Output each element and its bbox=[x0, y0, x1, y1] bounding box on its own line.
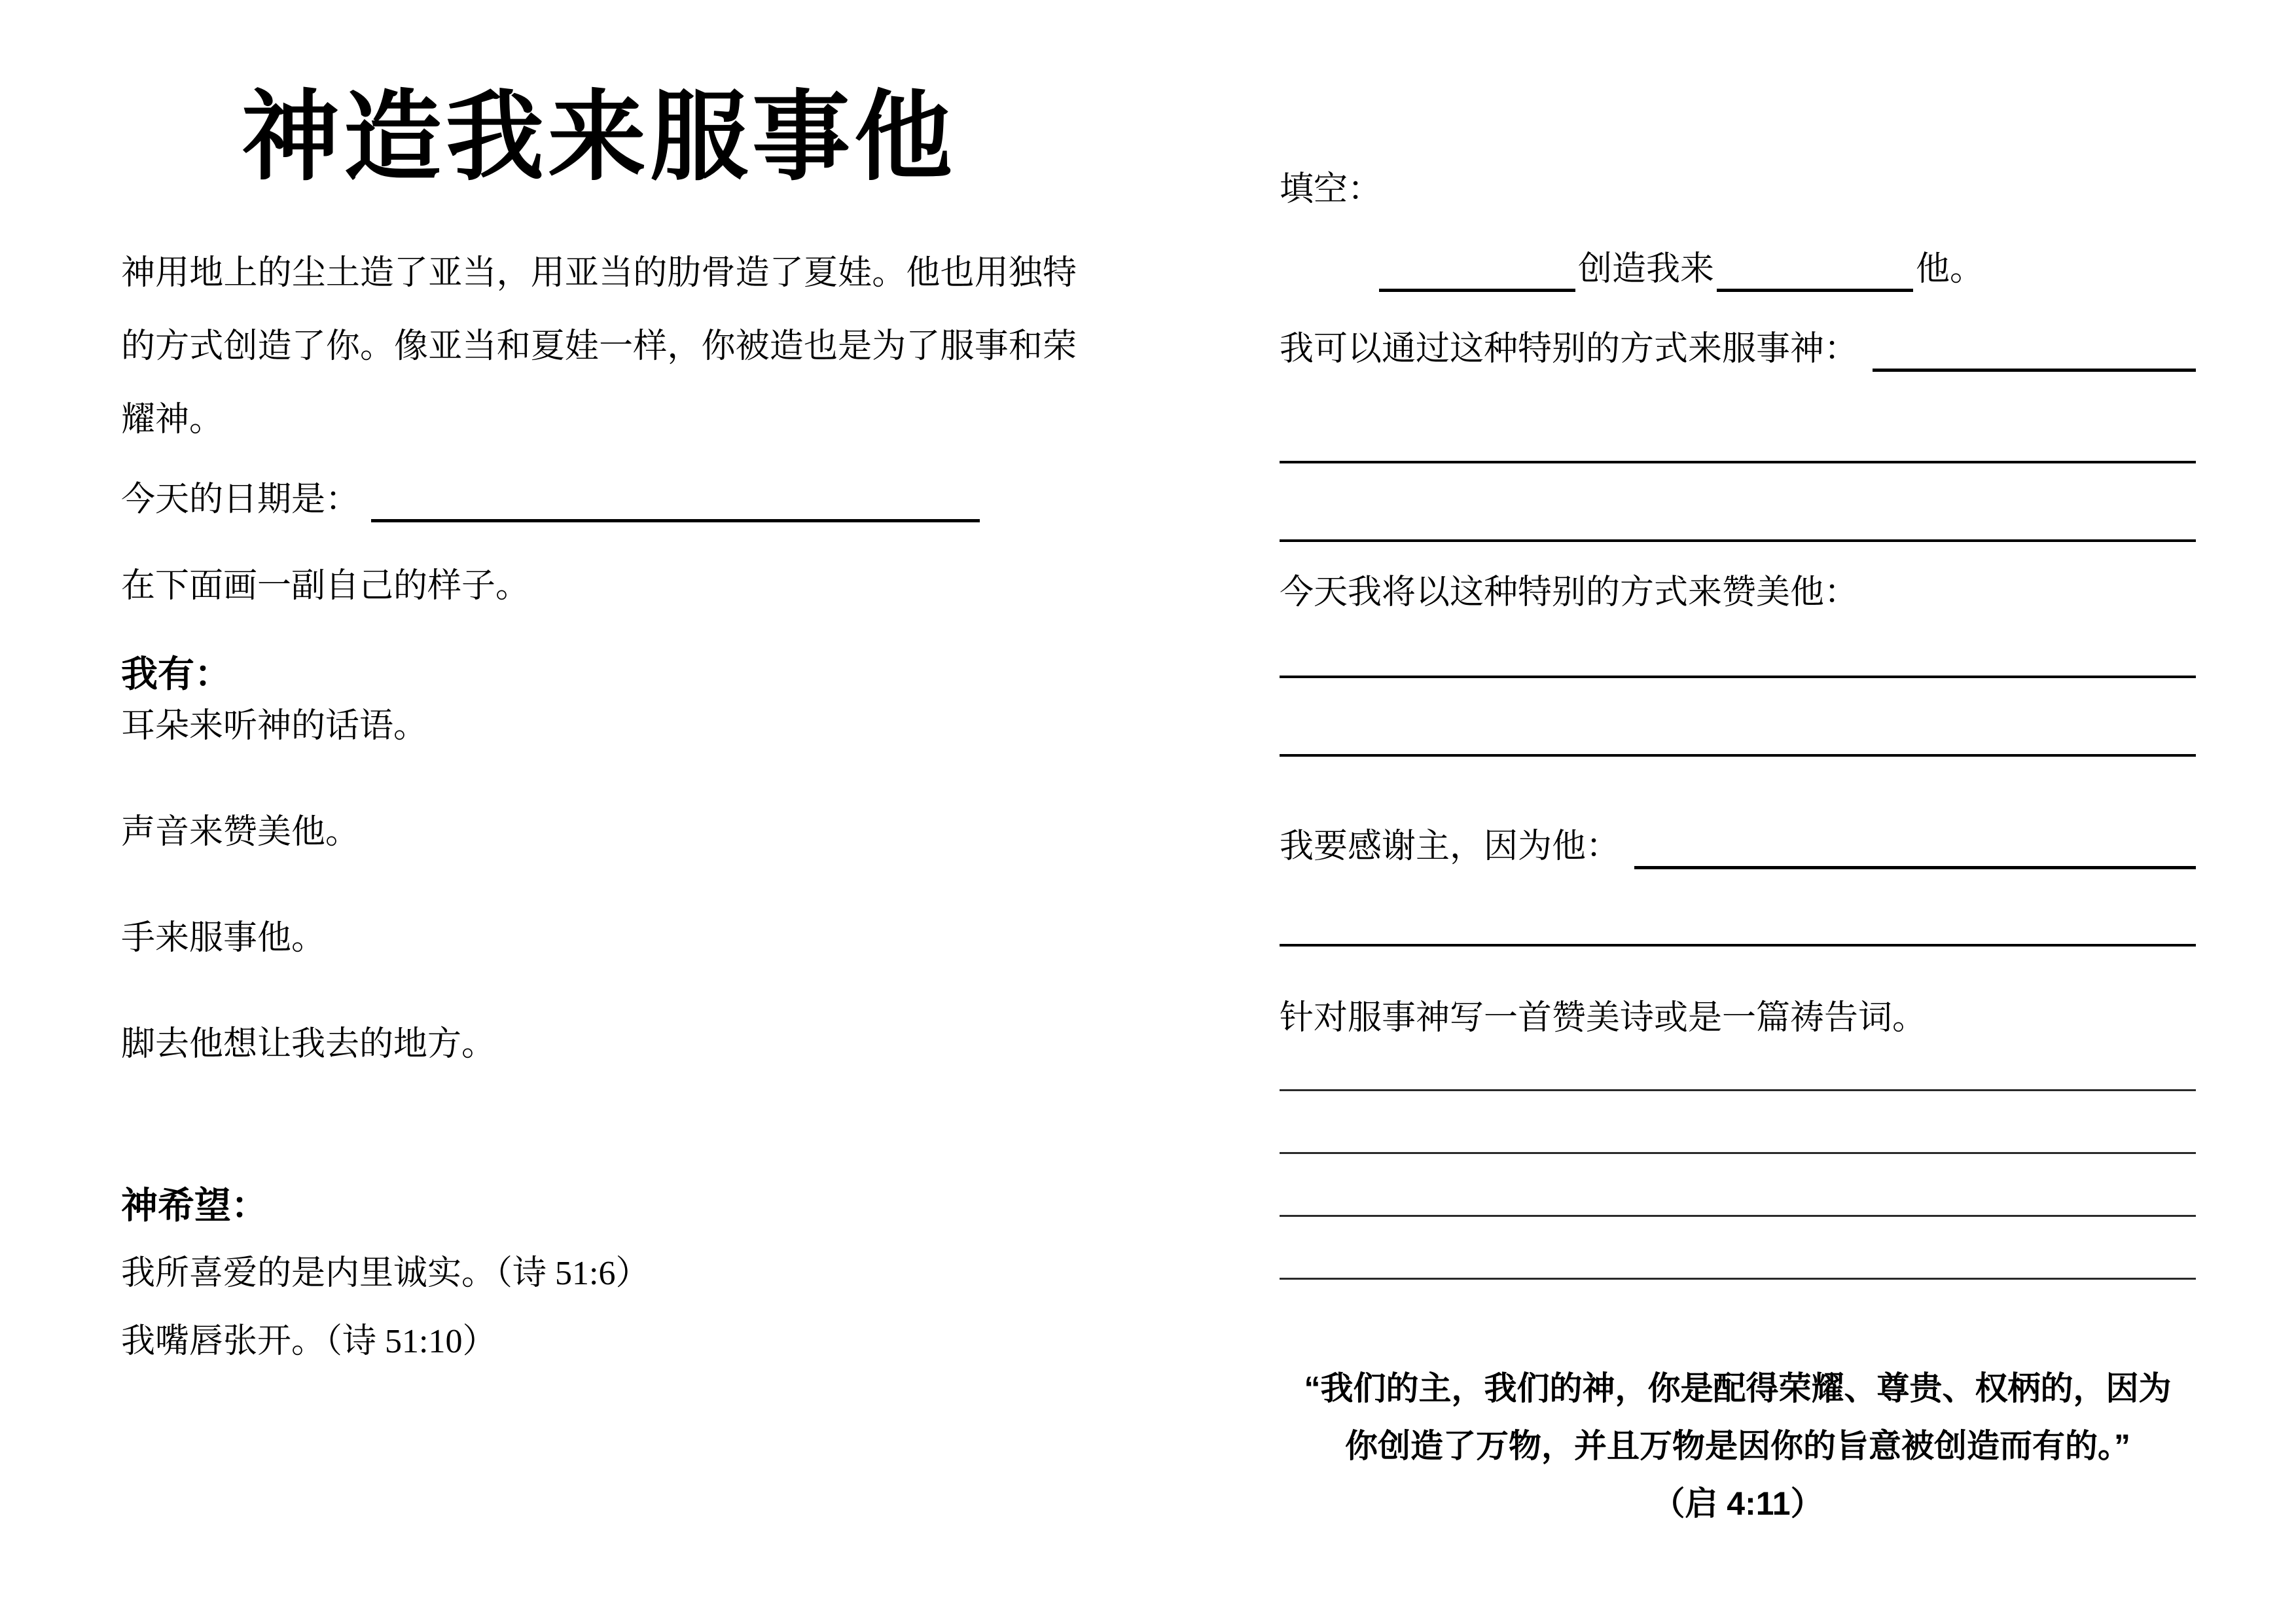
writing-line bbox=[1280, 539, 2196, 542]
left-column bbox=[121, 0, 1077, 1364]
god-hopes-heading: 神希望： bbox=[121, 1184, 268, 1226]
intro-line-1: 神用地上的尘土造了亚当，用亚当的肋骨造了夏娃。他也用独特 bbox=[121, 254, 1077, 292]
date-blank-line bbox=[371, 481, 980, 522]
serve-way-label: 我可以通过这种特别的方式来服事神： bbox=[1280, 331, 1859, 368]
intro-line-2: 的方式创造了你。像亚当和夏娃一样，你被造也是为了服事和荣 bbox=[121, 327, 1077, 365]
quote-line-2: 你创造了万物，并且万物是因你的旨意被创造而有的。” bbox=[1345, 1428, 2130, 1464]
writing-line bbox=[1280, 944, 2196, 947]
intro-line-3: 耀神。 bbox=[121, 401, 224, 439]
right-column bbox=[1280, 0, 2196, 1532]
draw-instruction: 在下面画一副自己的样子。 bbox=[121, 567, 530, 605]
writing-line bbox=[1280, 1089, 2196, 1091]
god-hopes-item-1: 我所喜爱的是内里诚实。（诗 51:6） bbox=[121, 1254, 650, 1292]
writing-line bbox=[1280, 461, 2196, 463]
god-hopes-item-2: 我嘴唇张开。（诗 51:10） bbox=[121, 1322, 497, 1360]
write-prayer-instruction: 针对服事神写一首赞美诗或是一篇祷告词。 bbox=[1280, 1000, 1927, 1037]
fill-blank-line-2 bbox=[1717, 251, 1913, 292]
intro-paragraph bbox=[121, 237, 1077, 457]
fill-blank-heading: 填空： bbox=[1280, 171, 1382, 208]
writing-line bbox=[1280, 1152, 2196, 1154]
writing-line bbox=[1280, 1278, 2196, 1280]
page-title: 神造我来服事他 bbox=[241, 84, 956, 192]
praise-way-label: 今天我将以这种特别的方式来赞美他： bbox=[1280, 574, 1859, 611]
quote-line-1: “我们的主，我们的神，你是配得荣耀、尊贵、权柄的，因为 bbox=[1304, 1370, 2172, 1407]
scripture-quote bbox=[1280, 1360, 2196, 1532]
writing-line bbox=[1280, 1215, 2196, 1217]
serve-way-row bbox=[1280, 327, 2196, 372]
fill-sentence-end: 他。 bbox=[1916, 251, 1984, 288]
i-have-item-feet: 脚去他想让我去的地方。 bbox=[121, 1025, 496, 1063]
i-have-item-hands: 手来服事他。 bbox=[121, 919, 326, 957]
fill-blank-line-1 bbox=[1379, 251, 1575, 292]
date-row bbox=[121, 478, 1077, 522]
serve-way-blank-line bbox=[1873, 331, 2196, 372]
thanks-blank-line bbox=[1634, 828, 2196, 869]
i-have-item-voice: 声音来赞美他。 bbox=[121, 813, 360, 851]
i-have-heading: 我有： bbox=[121, 653, 231, 695]
writing-line bbox=[1280, 754, 2196, 757]
thanks-row bbox=[1280, 825, 2196, 869]
date-label: 今天的日期是： bbox=[121, 480, 360, 518]
fill-sentence-middle: 创造我来 bbox=[1578, 251, 1715, 288]
quote-reference: （启 4:11） bbox=[1652, 1485, 1823, 1522]
writing-line bbox=[1280, 676, 2196, 678]
fill-blank-sentence bbox=[1280, 247, 2196, 292]
i-have-item-ears: 耳朵来听神的话语。 bbox=[121, 707, 428, 745]
thanks-label: 我要感谢主，因为他： bbox=[1280, 828, 1621, 865]
